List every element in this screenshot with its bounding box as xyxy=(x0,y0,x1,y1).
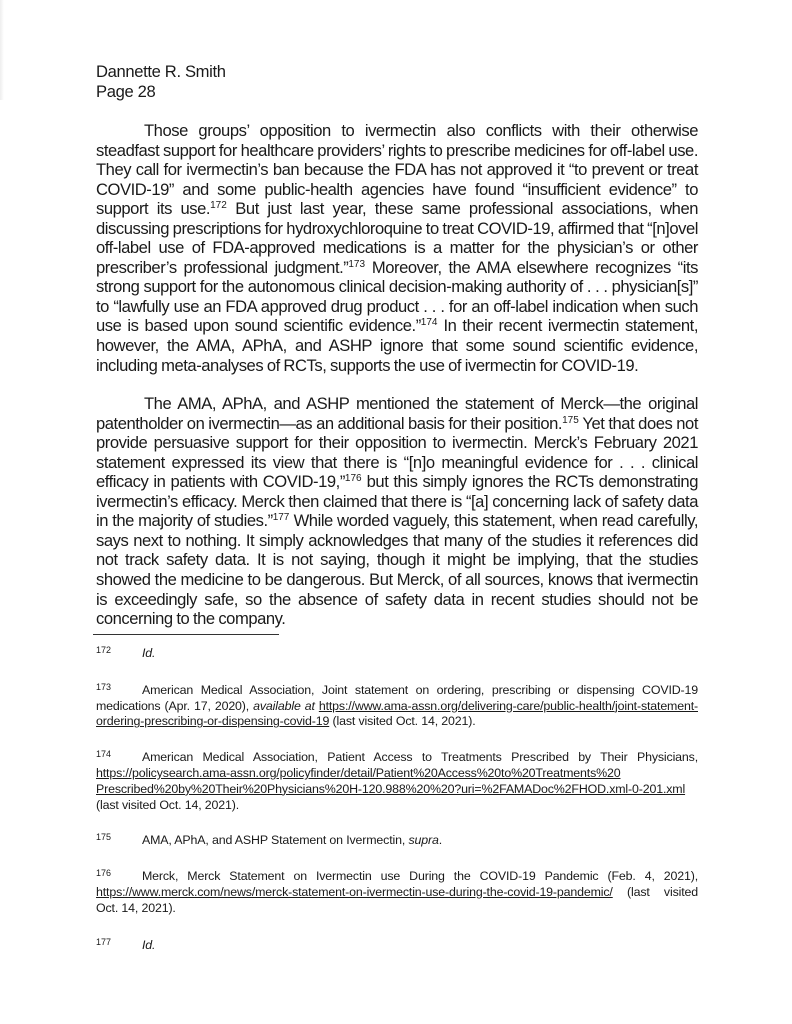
footnote-number: 177 xyxy=(96,936,112,947)
paragraph-1-text-3: Moreover, the AMA elsewhere recognizes “its strong support for the autonomous clinical decision-making authority of . . . physician[s]” to “lawfully use an FDA approved drug product . . . for an off-label indication when such use is based upon sound scientific evidence.” xyxy=(96,257,698,336)
paragraph-2-text-1: The AMA, APhA, and ASHP mentioned the statement of Merck—the original patentholder on ivermectin—as an additional basis for their position. xyxy=(96,394,698,433)
footnote-text-italic: supra xyxy=(408,833,439,848)
page-number-label: Page 28 xyxy=(96,81,156,101)
footnote-172 xyxy=(96,646,698,662)
footnote-174 xyxy=(96,750,698,813)
paragraph-1-text-2: But just last year, these same professional associations, when discussing prescriptions for hydroxychloroquine to treat COVID-19, affirmed that “[n]ovel off-label use of FDA-approved medications is a matter for the physician’s or other prescriber’s professional judgment.” xyxy=(96,199,698,277)
footnote-ref-177[interactable]: 177 xyxy=(272,512,290,524)
body-paragraph-2 xyxy=(96,394,698,629)
scan-edge-shadow xyxy=(0,0,4,100)
body-paragraph-1 xyxy=(96,121,698,375)
footnote-175 xyxy=(96,833,698,849)
footnote-ref-174[interactable]: 174 xyxy=(420,317,438,329)
footnote-link-merck-statement[interactable]: https://www.merck.com/news/merck-statement-on-ivermectin-use-during-the-covid-19-pandemic/ xyxy=(96,884,613,899)
footnote-ref-172[interactable]: 172 xyxy=(210,200,227,212)
paragraph-2-text-2: Yet that does not provide persuasive support for their opposition to ivermectin. Merck’s February 2021 statement expressed its view that there is “[n]o meaningful evidence for . . . clinical efficacy in patients with COVID-19,” xyxy=(96,413,698,492)
paragraph-2-text-4: While worded vaguely, this statement, when read carefully, says next to nothing. It simply acknowledges that many of the studies it references did not track safety data. It is not saying, though it might be implying, that the studies showed the medicine to be dangerous. But Merck, of all sources, knows that ivermectin is exceedingly safe, so the absence of safety data in recent studies should not be concerning to the company. xyxy=(96,511,698,629)
footnote-text: (last visited Oct. 14, 2021). xyxy=(96,797,240,812)
footnote-ref-175[interactable]: 175 xyxy=(562,414,579,426)
footnote-number: 172 xyxy=(96,645,112,655)
footnote-text: . xyxy=(438,833,442,848)
footnote-number: 176 xyxy=(96,868,112,879)
footnote-number: 174 xyxy=(96,749,112,760)
footnotes-section xyxy=(96,634,698,953)
footnote-ref-176[interactable]: 176 xyxy=(344,473,362,485)
footnote-text: Merck, Merck Statement on Ivermectin use During the COVID-19 Pandemic (Feb. 4, 2021), xyxy=(142,869,698,884)
footnote-173 xyxy=(96,683,698,730)
footnote-text: American Medical Association, Patient Access to Treatments Prescribed by Their Physicians, xyxy=(142,750,698,765)
letter-page xyxy=(96,62,698,629)
footnote-link-ama-policyfinder[interactable]: https://policysearch.ama-assn.org/policyfinder/detail/Patient%20Access%20to%20Treatments%20 Prescribed%20by%20Their%20Physicians%20H-120.988%20%20?uri=%2FAMADoc%2FHOD.xml-0-201.xml xyxy=(96,765,686,796)
footnote-text-italic: available at xyxy=(253,698,315,713)
footnote-text: AMA, APhA, and ASHP Statement on Ivermectin, xyxy=(142,833,409,848)
footnote-text: (last visited Oct. 14, 2021). xyxy=(329,714,476,729)
footnote-number: 175 xyxy=(96,832,112,843)
footnote-text-italic: Id. xyxy=(142,937,156,952)
footnote-text: (last visited Oct. 14, 2021). xyxy=(96,884,698,915)
footnote-176 xyxy=(96,869,698,916)
paragraph-1-text-1: Those groups’ opposition to ivermectin also conflicts with their otherwise steadfast support for healthcare providers’ rights to prescribe medicines for off-label use. They call for ivermectin’s ban because the FDA has not approved it “to prevent or treat COVID-19” and some public-health agencies have found “insufficient evidence” to support its use. xyxy=(96,121,698,219)
footnote-ref-173[interactable]: 173 xyxy=(348,258,366,270)
footnote-number: 173 xyxy=(96,681,112,692)
paragraph-2-text-3: but this simply ignores the RCTs demonstrating ivermectin’s efficacy. Merck then claimed that there is “[a] concerning lack of safety data in the majority of studies.” xyxy=(96,472,698,531)
footnote-separator xyxy=(93,634,279,635)
addressee-name: Dannette R. Smith xyxy=(96,62,226,81)
footnote-text: American Medical Association, Joint statement on ordering, prescribing or dispensing COVID-19 medications (Apr. 17, 2020), xyxy=(96,682,698,713)
paragraph-1-text-4: In their recent ivermectin statement, however, the AMA, APhA, and ASHP ignore that some sound scientific evidence, including meta-analyses of RCTs, supports the use of ivermectin for COVID-19. xyxy=(96,316,698,375)
footnote-177 xyxy=(96,938,698,954)
footnote-text-italic: Id. xyxy=(142,646,156,660)
footnote-link-ama-joint-statement[interactable]: https://www.ama-assn.org/delivering-care/public-health/joint-statement-ordering-prescribing-or-dispensing-covid-19 xyxy=(96,698,698,729)
